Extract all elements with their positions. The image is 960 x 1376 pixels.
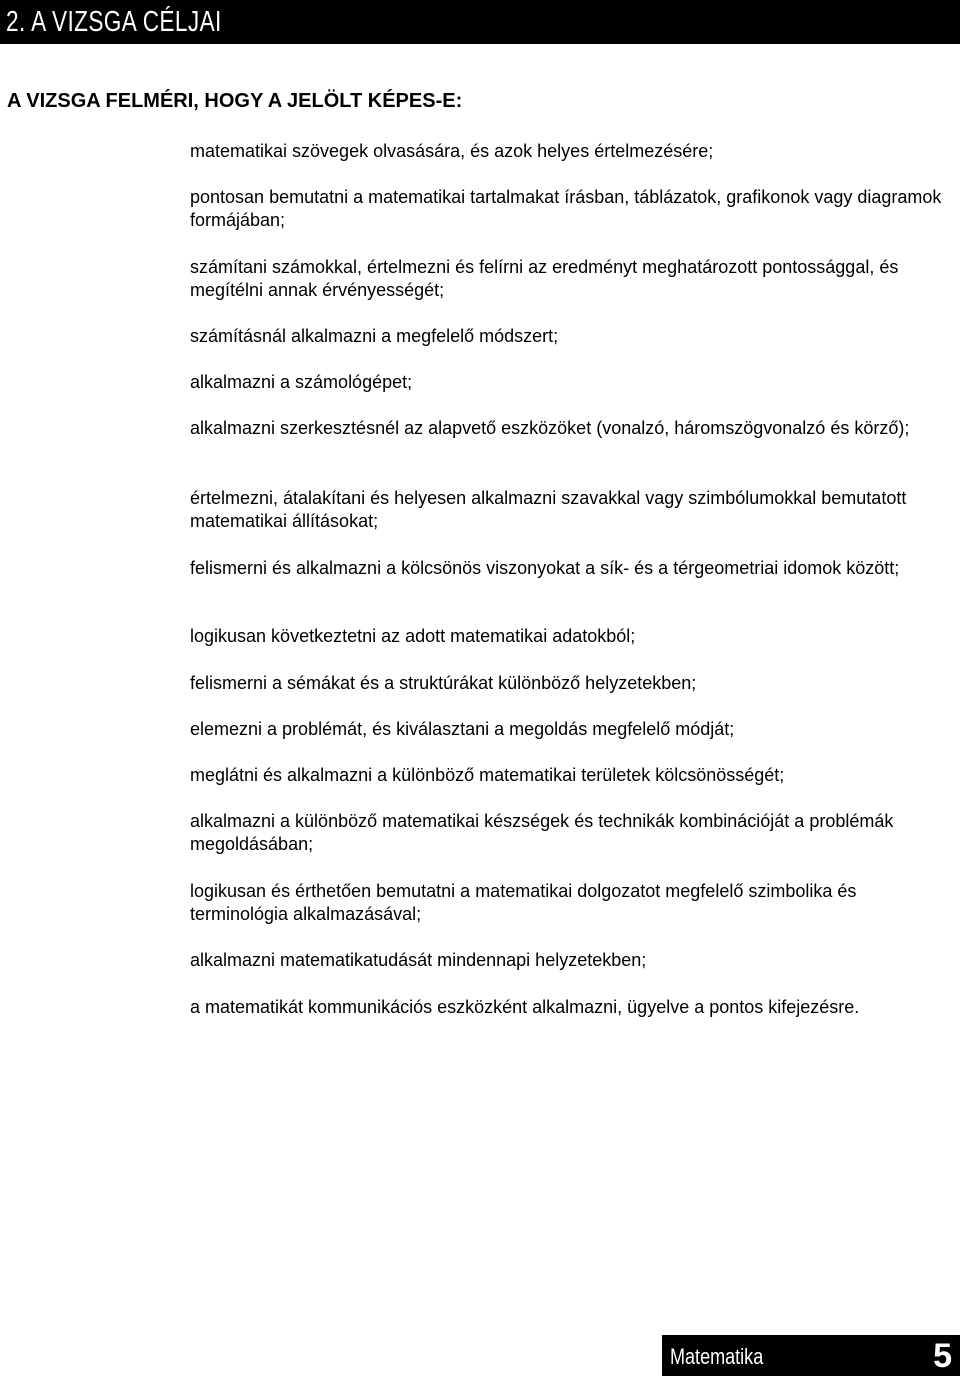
objective-item: a matematikát kommunikációs eszközként alkalmazni, ügyelve a pontos kifejezésre. — [190, 997, 860, 1017]
objective-item: elemezni a problémát, és kiválasztani a megoldás megfelelő módját; — [190, 719, 735, 739]
footer-subject: Matematika — [670, 1344, 764, 1369]
objective-item: logikusan és érthetően bemutatni a matematikai dolgozatot megfelelő szimbolika és terminológia alkalmazásával; — [190, 881, 857, 924]
objective-item: alkalmazni szerkesztésnél az alapvető eszközöket (vonalzó, háromszögvonalzó és körző); — [190, 418, 910, 438]
objective-item: felismerni a sémákat és a struktúrákat különböző helyzetekben; — [190, 673, 697, 693]
objective-item: felismerni és alkalmazni a kölcsönös viszonyokat a sík- és a térgeometriai idomok között; — [190, 558, 900, 578]
chapter-title: 2. A VIZSGA CÉLJAI — [6, 6, 222, 38]
objective-item: alkalmazni a különböző matematikai készségek és technikák kombinációját a problémák megoldásában; — [190, 811, 894, 854]
page-footer — [662, 1335, 960, 1376]
objective-item: számítani számokkal, értelmezni és felírni az eredményt meghatározott pontossággal, és megítélni annak érvényességét; — [190, 257, 899, 300]
page-number: 5 — [933, 1337, 952, 1375]
objective-item: logikusan következtetni az adott matematikai adatokból; — [190, 626, 636, 646]
objective-item: pontosan bemutatni a matematikai tartalmakat írásban, táblázatok, grafikonok vagy diagramok formájában; — [190, 187, 942, 230]
objective-item: matematikai szövegek olvasására, és azok helyes értelmezésére; — [190, 141, 714, 161]
chapter-header-bar — [0, 0, 960, 44]
objective-item: számításnál alkalmazni a megfelelő módszert; — [190, 326, 559, 346]
section-heading: A VIZSGA FELMÉRI, HOGY A JELÖLT KÉPES-E: — [7, 90, 463, 112]
objective-item: meglátni és alkalmazni a különböző matematikai területek kölcsönösségét; — [190, 765, 785, 785]
objective-item: értelmezni, átalakítani és helyesen alkalmazni szavakkal vagy szimbólumokkal bemutatott matematikai állításokat; — [190, 488, 907, 531]
objective-item: alkalmazni a számológépet; — [190, 372, 413, 392]
objective-item: alkalmazni matematikatudását mindennapi helyzetekben; — [190, 950, 647, 970]
